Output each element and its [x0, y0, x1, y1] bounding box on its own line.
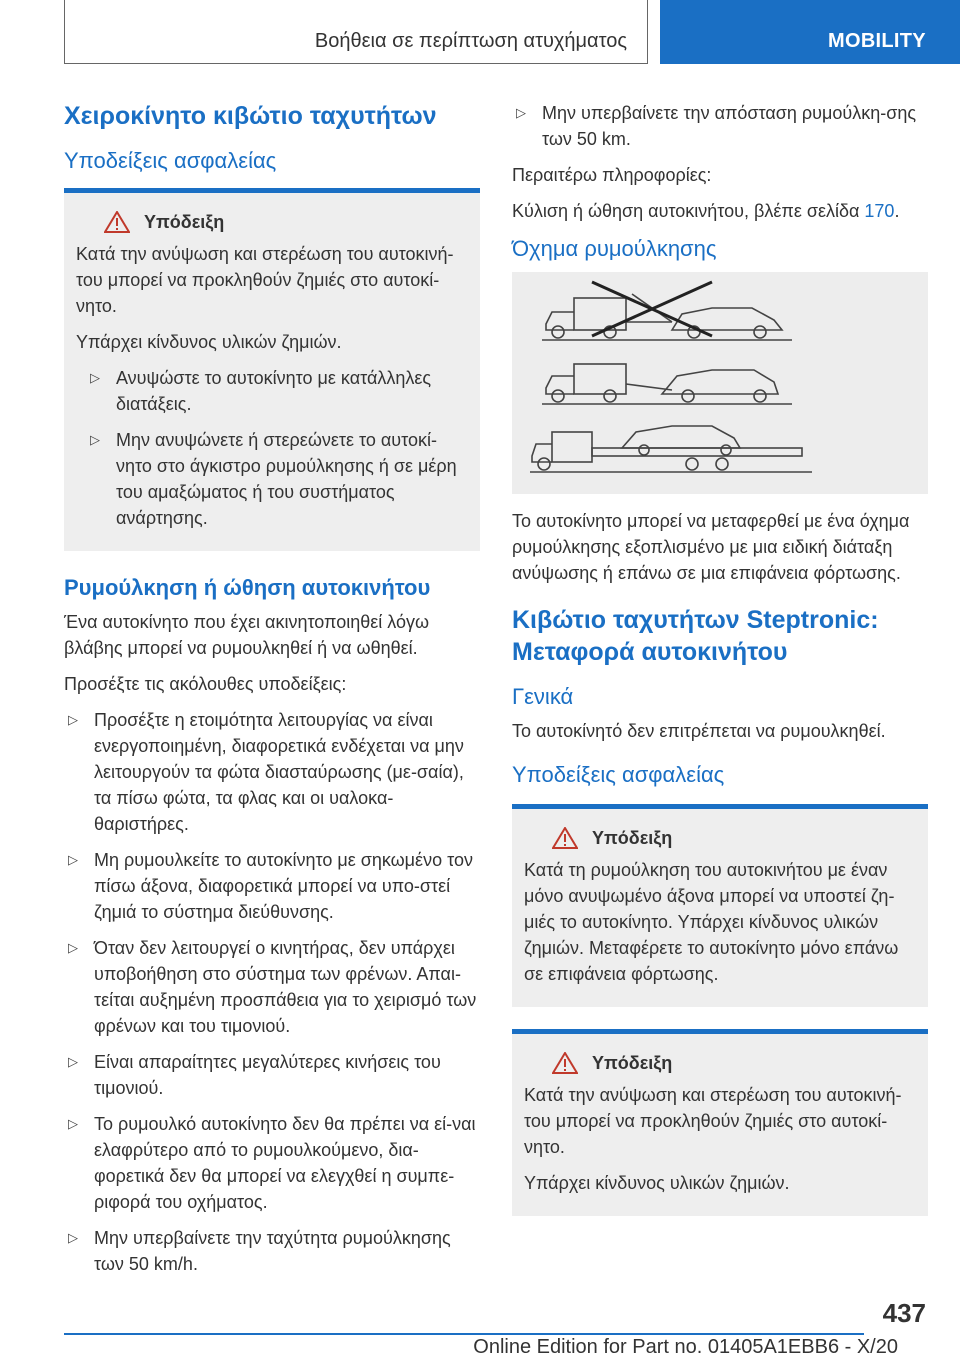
section-tab-label: MOBILITY: [828, 30, 926, 52]
warning-box: [512, 1029, 928, 1216]
towing-text: Ένα αυτοκίνητο που έχει ακινητοποιηθεί λόγω βλάβης μπορεί να ρυμουλκηθεί ή να ωθηθεί.: [64, 612, 430, 658]
list-item: ▷ Ανυψώστε το αυτοκίνητο με κατάλληλες διατάξεις.: [86, 365, 470, 417]
list-item: ▷ Προσέξτε η ετοιμότητα λειτουργίας να είναι ενεργοποιημένη, διαφορετικά ενδέχεται να μην λειτουργούν τα φώτα διασταύρωσης (με-σαία), τα πίσω φώτα, τα φλας και οι υαλοκα-θαριστήρες.: [64, 707, 480, 837]
warning-text: Κατά την ανύψωση και στερέωση του αυτοκινή-του μπορεί να προκληθούν ζημιές στο αυτοκί-νητο.: [76, 244, 454, 316]
tow-vehicle-text: Το αυτοκίνητο μπορεί να μεταφερθεί με ένα όχημα ρυμούλκησης εξοπλισμένο με μια ειδική διάταξη ανύψωσης ή επάνω σε μια επιφάνεια φόρτωσης.: [512, 511, 910, 583]
warning-triangle-icon: [104, 211, 130, 233]
list-item: ▷ Μη ρυμουλκείτε το αυτοκίνητο με σηκωμένο τον πίσω άξονα, διαφορετικά μπορεί να υπο-στεί ζημιά το σύστημα διεύθυνσης.: [64, 847, 480, 925]
heading-manual-gearbox: Χειροκίνητο κιβώτιο ταχυτήτων: [64, 102, 437, 130]
list-item: ▷ Είναι απαραίτητες μεγαλύτερες κινήσεις του τιμονιού.: [64, 1049, 480, 1101]
warning-text: Κατά τη ρυμούλκηση του αυτοκινήτου με έναν μόνο ανυψωμένο άξονα μπορεί να υποστεί ζη-μιές το αυτοκίνητο. Υπάρχει κίνδυνος υλικών ζημιών. Μεταφέρετε το αυτοκίνητο μόνο επάνω σε επιφάνεια φόρτωσης.: [524, 860, 899, 984]
right-column: [512, 100, 928, 1238]
reference-line: Κύλιση ή ώθηση αυτοκινήτου, βλέπε σελίδα 170.: [512, 201, 900, 221]
heading-safety-notes-2: Υποδείξεις ασφαλείας: [512, 762, 725, 787]
heading-safety-notes: Υποδείξεις ασφαλείας: [64, 148, 277, 173]
header-box: [64, 0, 648, 64]
footer-divider: [64, 1333, 864, 1335]
warning-box: [64, 188, 480, 551]
warning-risk: Υπάρχει κίνδυνος υλικών ζημιών.: [76, 332, 342, 352]
chapter-title: Βοήθεια σε περίπτωση ατυχήματος: [314, 30, 627, 52]
edition-text: Online Edition for Part no. 01405A1EBB6 - X/20: [473, 1336, 898, 1358]
warning-triangle-icon: [552, 1052, 578, 1074]
warning-triangle-icon: [552, 827, 578, 849]
warning-text: Κατά την ανύψωση και στερέωση του αυτοκινή-του μπορεί να προκληθούν ζημιές στο αυτοκί-νητο.: [524, 1085, 902, 1157]
warning-header: [552, 1052, 918, 1074]
warning-box: [512, 804, 928, 1007]
warning-header: [552, 827, 918, 849]
towing-list: [64, 707, 480, 1277]
tow-vehicle-illustration: [512, 272, 928, 494]
warning-risk: Υπάρχει κίνδυνος υλικών ζημιών.: [524, 1173, 790, 1193]
more-info-label: Περαιτέρω πληροφορίες:: [512, 165, 712, 185]
warning-title: Υπόδειξη: [592, 1052, 673, 1073]
warning-title: Υπόδειξη: [592, 827, 673, 848]
list-item: ▷ Μην ανυψώνετε ή στερεώνετε το αυτοκί-νητο στο άγκιστρο ρυμούλκησης ή σε μέρη του αμαξώματος ή του συστήματος ανάρτησης.: [86, 427, 470, 531]
heading-general: Γενικά: [512, 684, 574, 709]
warning-header: [104, 211, 470, 233]
section-tab[interactable]: [660, 0, 960, 64]
list-item: ▷ Μην υπερβαίνετε την ταχύτητα ρυμούλκησης των 50 km/h.: [64, 1225, 480, 1277]
towing-note: Προσέξτε τις ακόλουθες υποδείξεις:: [64, 674, 347, 694]
list-item: ▷ Το ρυμουλκό αυτοκίνητο δεν θα πρέπει να εί-ναι ελαφρύτερο από το ρυμουλκούμενο, δια-φορετικά δεν θα μπορεί να ελεγχθεί η συμπε-ριφορά του οχήματος.: [64, 1111, 480, 1215]
warning-list: [76, 365, 470, 531]
heading-towing: Ρυμούλκηση ή ώθηση αυτοκινήτου: [64, 575, 431, 600]
list-item: ▷ Μην υπερβαίνετε την απόσταση ρυμούλκη-σης των 50 km.: [512, 100, 928, 152]
list-item: ▷ Όταν δεν λειτουργεί ο κινητήρας, δεν υπάρχει υποβοήθηση στο σύστημα των φρένων. Απαι-τείται αυξημένη προσπάθεια για το χειρισμό των φρένων και του τιμονιού.: [64, 935, 480, 1039]
general-text: Το αυτοκίνητό δεν επιτρέπεται να ρυμουλκηθεί.: [512, 721, 886, 741]
distance-list: [512, 100, 928, 152]
warning-title: Υπόδειξη: [144, 211, 225, 232]
page-reference-link[interactable]: 170: [864, 201, 895, 221]
page-number: 437: [882, 1298, 926, 1328]
left-column: [64, 100, 480, 1287]
heading-tow-vehicle: Όχημα ρυμούλκησης: [512, 236, 717, 261]
tow-trucks-image: [512, 272, 928, 494]
heading-steptronic: Κιβώτιο ταχυτήτων Steptronic: Μεταφορά αυτοκινήτου: [512, 606, 879, 666]
